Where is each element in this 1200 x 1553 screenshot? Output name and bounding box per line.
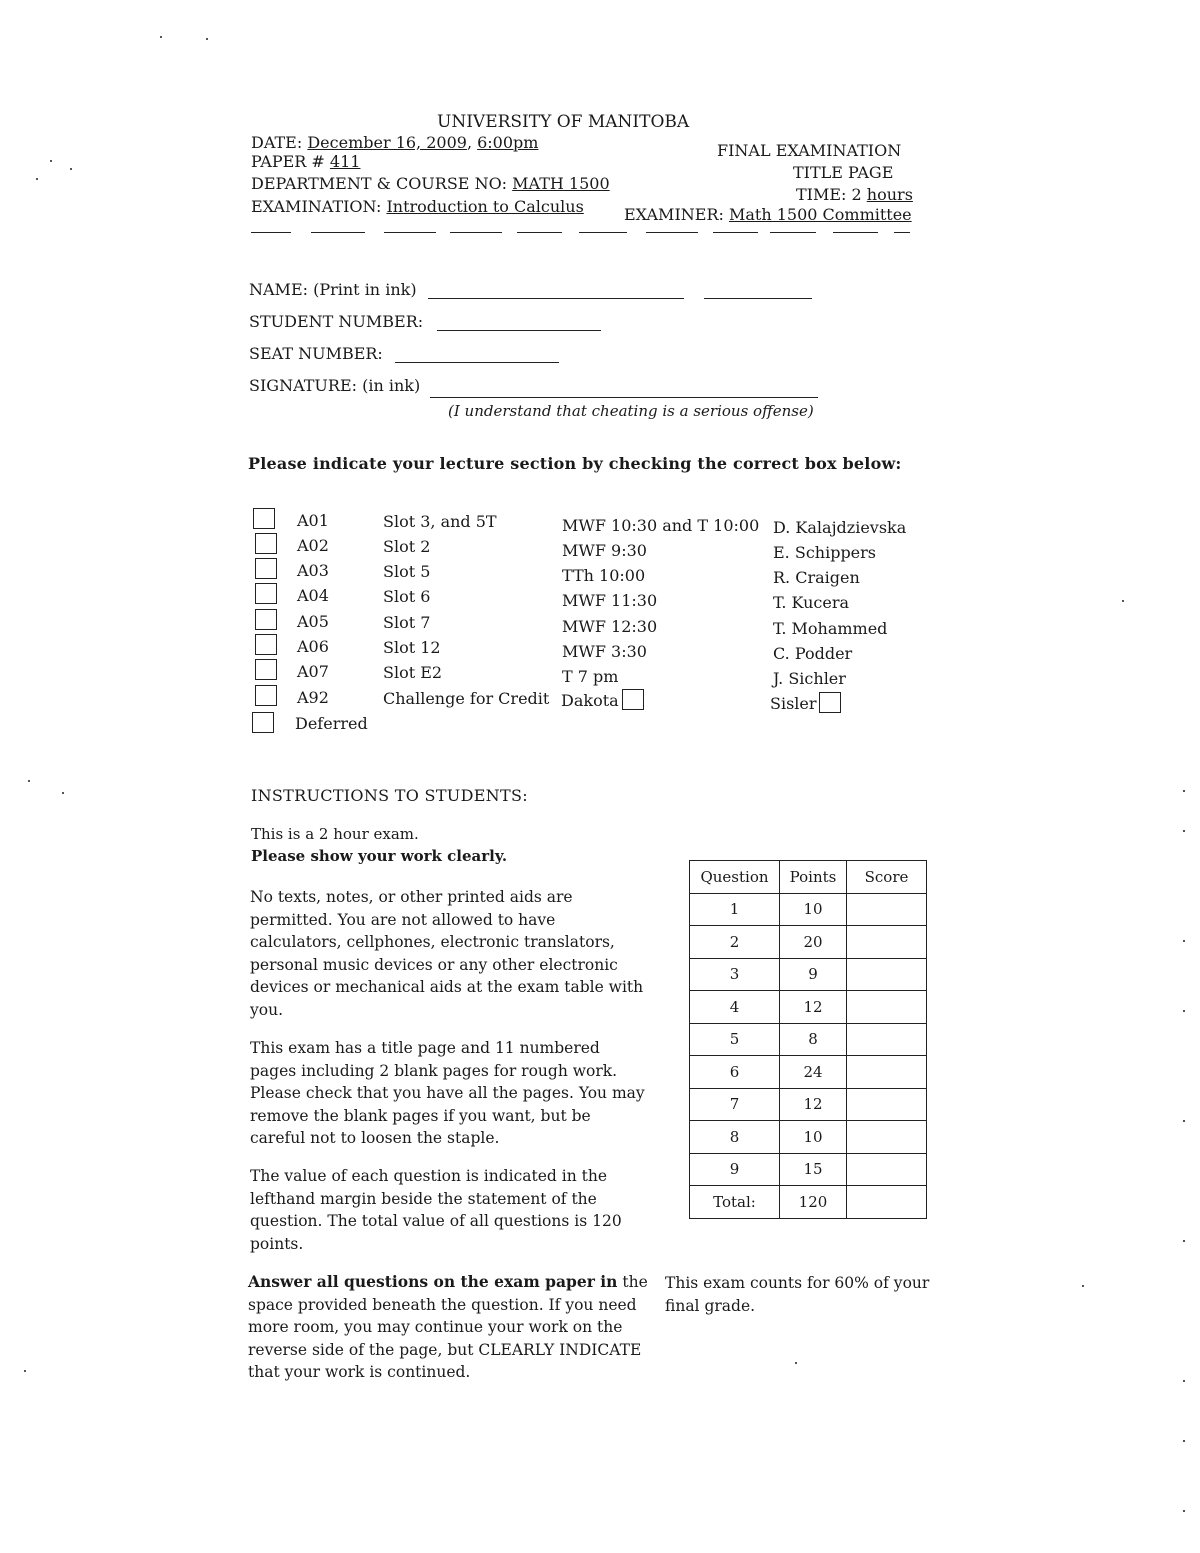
total-label: Total: [690,1186,780,1219]
section-prompt: Please indicate your lecture section by checking the correct box below: [248,454,902,473]
student-number-input-line[interactable] [437,330,601,331]
section-time: MWF 3:30 [562,642,647,661]
student-number-label: STUDENT NUMBER: [249,312,424,331]
section-location-sisler: Sisler [770,694,817,713]
department-course [251,174,610,193]
section-instructor: J. Sichler [773,669,846,688]
score-cell[interactable] [847,1153,927,1186]
paper-number [251,152,360,171]
paper-label: PAPER # [251,152,330,171]
section-instructor: D. Kalajdzievska [773,518,907,537]
section-instructor: E. Schippers [773,543,877,562]
section-instructor: T. Kucera [773,593,850,612]
date-value: December 16, 2009 [307,133,467,152]
question-number: 8 [690,1121,780,1154]
question-points: 24 [780,1056,847,1089]
time-hours: hours [866,185,913,204]
section-slot: Slot 12 [383,638,441,657]
university-title: UNIVERSITY OF MANITOBA [437,112,690,132]
section-checkbox-a92[interactable] [255,685,277,706]
signature-note: (I understand that cheating is a serious offense) [448,402,814,420]
question-points: 10 [780,1121,847,1154]
header-score: Score [847,861,927,894]
question-points: 12 [780,991,847,1024]
signature-label: SIGNATURE: (in ink) [249,376,421,395]
score-table [689,860,927,1219]
table-row [690,893,927,926]
section-instructor: C. Podder [773,644,853,663]
signature-input-line[interactable] [430,397,818,398]
question-number: 4 [690,991,780,1024]
examiner [624,205,912,224]
table-row [690,1121,927,1154]
examiner-value: Math 1500 Committee [728,205,912,224]
paper-value: 411 [329,152,361,171]
score-cell[interactable] [847,958,927,991]
section-time: MWF 12:30 [562,617,658,636]
section-instructor: R. Craigen [773,568,860,587]
total-points: 120 [780,1186,847,1219]
question-number: 6 [690,1056,780,1089]
question-number: 7 [690,1088,780,1121]
table-row [690,926,927,959]
score-cell[interactable] [847,1056,927,1089]
score-cell[interactable] [847,893,927,926]
score-table-header [690,861,927,894]
instructions-para-answer [248,1271,648,1384]
section-slot: Slot 3, and 5T [383,512,497,531]
section-slot: Slot 5 [383,562,431,581]
score-cell[interactable] [847,926,927,959]
section-checkbox-a03[interactable] [255,558,277,579]
instructions-para-pages: This exam has a title page and 11 numbered pages including 2 blank pages for rough work. Please check that you have all the pages. You may remove the blank pages if you want, but be careful not to loosen the staple. [250,1039,645,1147]
table-row [690,1153,927,1186]
instructions-para-aids: No texts, notes, or other printed aids are permitted. You are not allowed to have calculators, cellphones, electronic translators, personal music devices or any other electronic devices or mechanical aids at the exam table with you. [250,888,644,1019]
examiner-label: EXAMINER: [624,205,729,224]
instructions-line2: Please show your work clearly. [251,847,508,865]
section-checkbox-a05[interactable] [255,609,277,630]
dept-value: MATH 1500 [512,174,610,193]
section-instructor: T. Mohammed [773,619,888,638]
seat-number-label: SEAT NUMBER: [249,344,383,363]
dakota-checkbox[interactable] [622,689,644,710]
section-time: MWF 11:30 [562,591,658,610]
examination-title [251,197,584,216]
section-slot: Slot 7 [383,613,431,632]
section-location-dakota: Dakota [561,691,619,710]
question-points: 20 [780,926,847,959]
question-points: 9 [780,958,847,991]
deferred-label: Deferred [295,714,368,733]
title-page-label: TITLE PAGE [793,163,894,182]
table-total-row [690,1186,927,1219]
section-time: T 7 pm [562,667,619,686]
question-points: 8 [780,1023,847,1056]
time-value: 6:00pm [477,133,539,152]
table-row [690,1023,927,1056]
name-input-line[interactable] [428,298,684,299]
table-row [690,1056,927,1089]
question-number: 3 [690,958,780,991]
exam-value: Introduction to Calculus [386,197,584,216]
exam-label: EXAMINATION: [251,197,387,216]
date-sep: , [466,133,478,152]
question-number: 5 [690,1023,780,1056]
instructions-para-value: The value of each question is indicated in the lefthand margin beside the statement of the question. The total value of all questions is 120 points. [250,1167,622,1253]
section-time: TTh 10:00 [562,566,646,585]
final-exam-label: FINAL EXAMINATION [717,141,902,160]
question-number: 1 [690,893,780,926]
date-label: DATE: [251,133,308,152]
section-slot: Slot 6 [383,587,431,606]
dept-label: DEPARTMENT & COURSE NO: [251,174,513,193]
answer-rest-text: the space provided beneath the question. If you need more room, you may continue your work on the reverse side of the page, but CLEARLY INDICATE that your work is continued. [248,1273,648,1381]
seat-number-input-line[interactable] [395,362,559,363]
exam-date [251,133,538,152]
instructions-heading: INSTRUCTIONS TO STUDENTS: [251,786,528,805]
total-score-cell[interactable] [847,1186,927,1219]
section-checkbox-a06[interactable] [255,634,277,655]
section-checkbox-a04[interactable] [255,583,277,604]
section-code: A05 [297,612,329,631]
section-code: A06 [297,637,329,656]
score-cell[interactable] [847,1121,927,1154]
section-time: MWF 9:30 [562,541,647,560]
section-code: A92 [297,688,329,707]
exam-weight-note: This exam counts for 60% of your final grade. [665,1274,930,1315]
header-question: Question [690,861,780,894]
section-checkbox-a01[interactable] [253,508,275,529]
name-label: NAME: (Print in ink) [249,280,417,299]
section-code: A03 [297,561,329,580]
section-code: A04 [297,586,329,605]
section-checkbox-a07[interactable] [255,659,277,680]
time-label: TIME: 2 [796,185,867,204]
exam-time [796,185,913,204]
section-slot: Slot 2 [383,537,431,556]
table-row [690,958,927,991]
score-cell[interactable] [847,1088,927,1121]
name-input-line-2[interactable] [704,298,812,299]
section-code: A01 [297,511,329,530]
answer-bold-text: Answer all questions on the exam paper in [248,1272,618,1291]
section-time: MWF 10:30 and T 10:00 [562,516,760,535]
section-slot: Slot E2 [383,663,443,682]
deferred-checkbox[interactable] [252,712,274,733]
section-checkbox-a02[interactable] [255,533,277,554]
section-code: A02 [297,536,329,555]
section-slot: Challenge for Credit [383,689,550,708]
score-cell[interactable] [847,991,927,1024]
section-code: A07 [297,662,329,681]
question-points: 12 [780,1088,847,1121]
question-number: 9 [690,1153,780,1186]
table-row [690,1088,927,1121]
question-points: 10 [780,893,847,926]
instructions-line1: This is a 2 hour exam. [251,825,419,843]
question-number: 2 [690,926,780,959]
score-cell[interactable] [847,1023,927,1056]
header-points: Points [780,861,847,894]
sisler-checkbox[interactable] [819,692,841,713]
table-row [690,991,927,1024]
question-points: 15 [780,1153,847,1186]
